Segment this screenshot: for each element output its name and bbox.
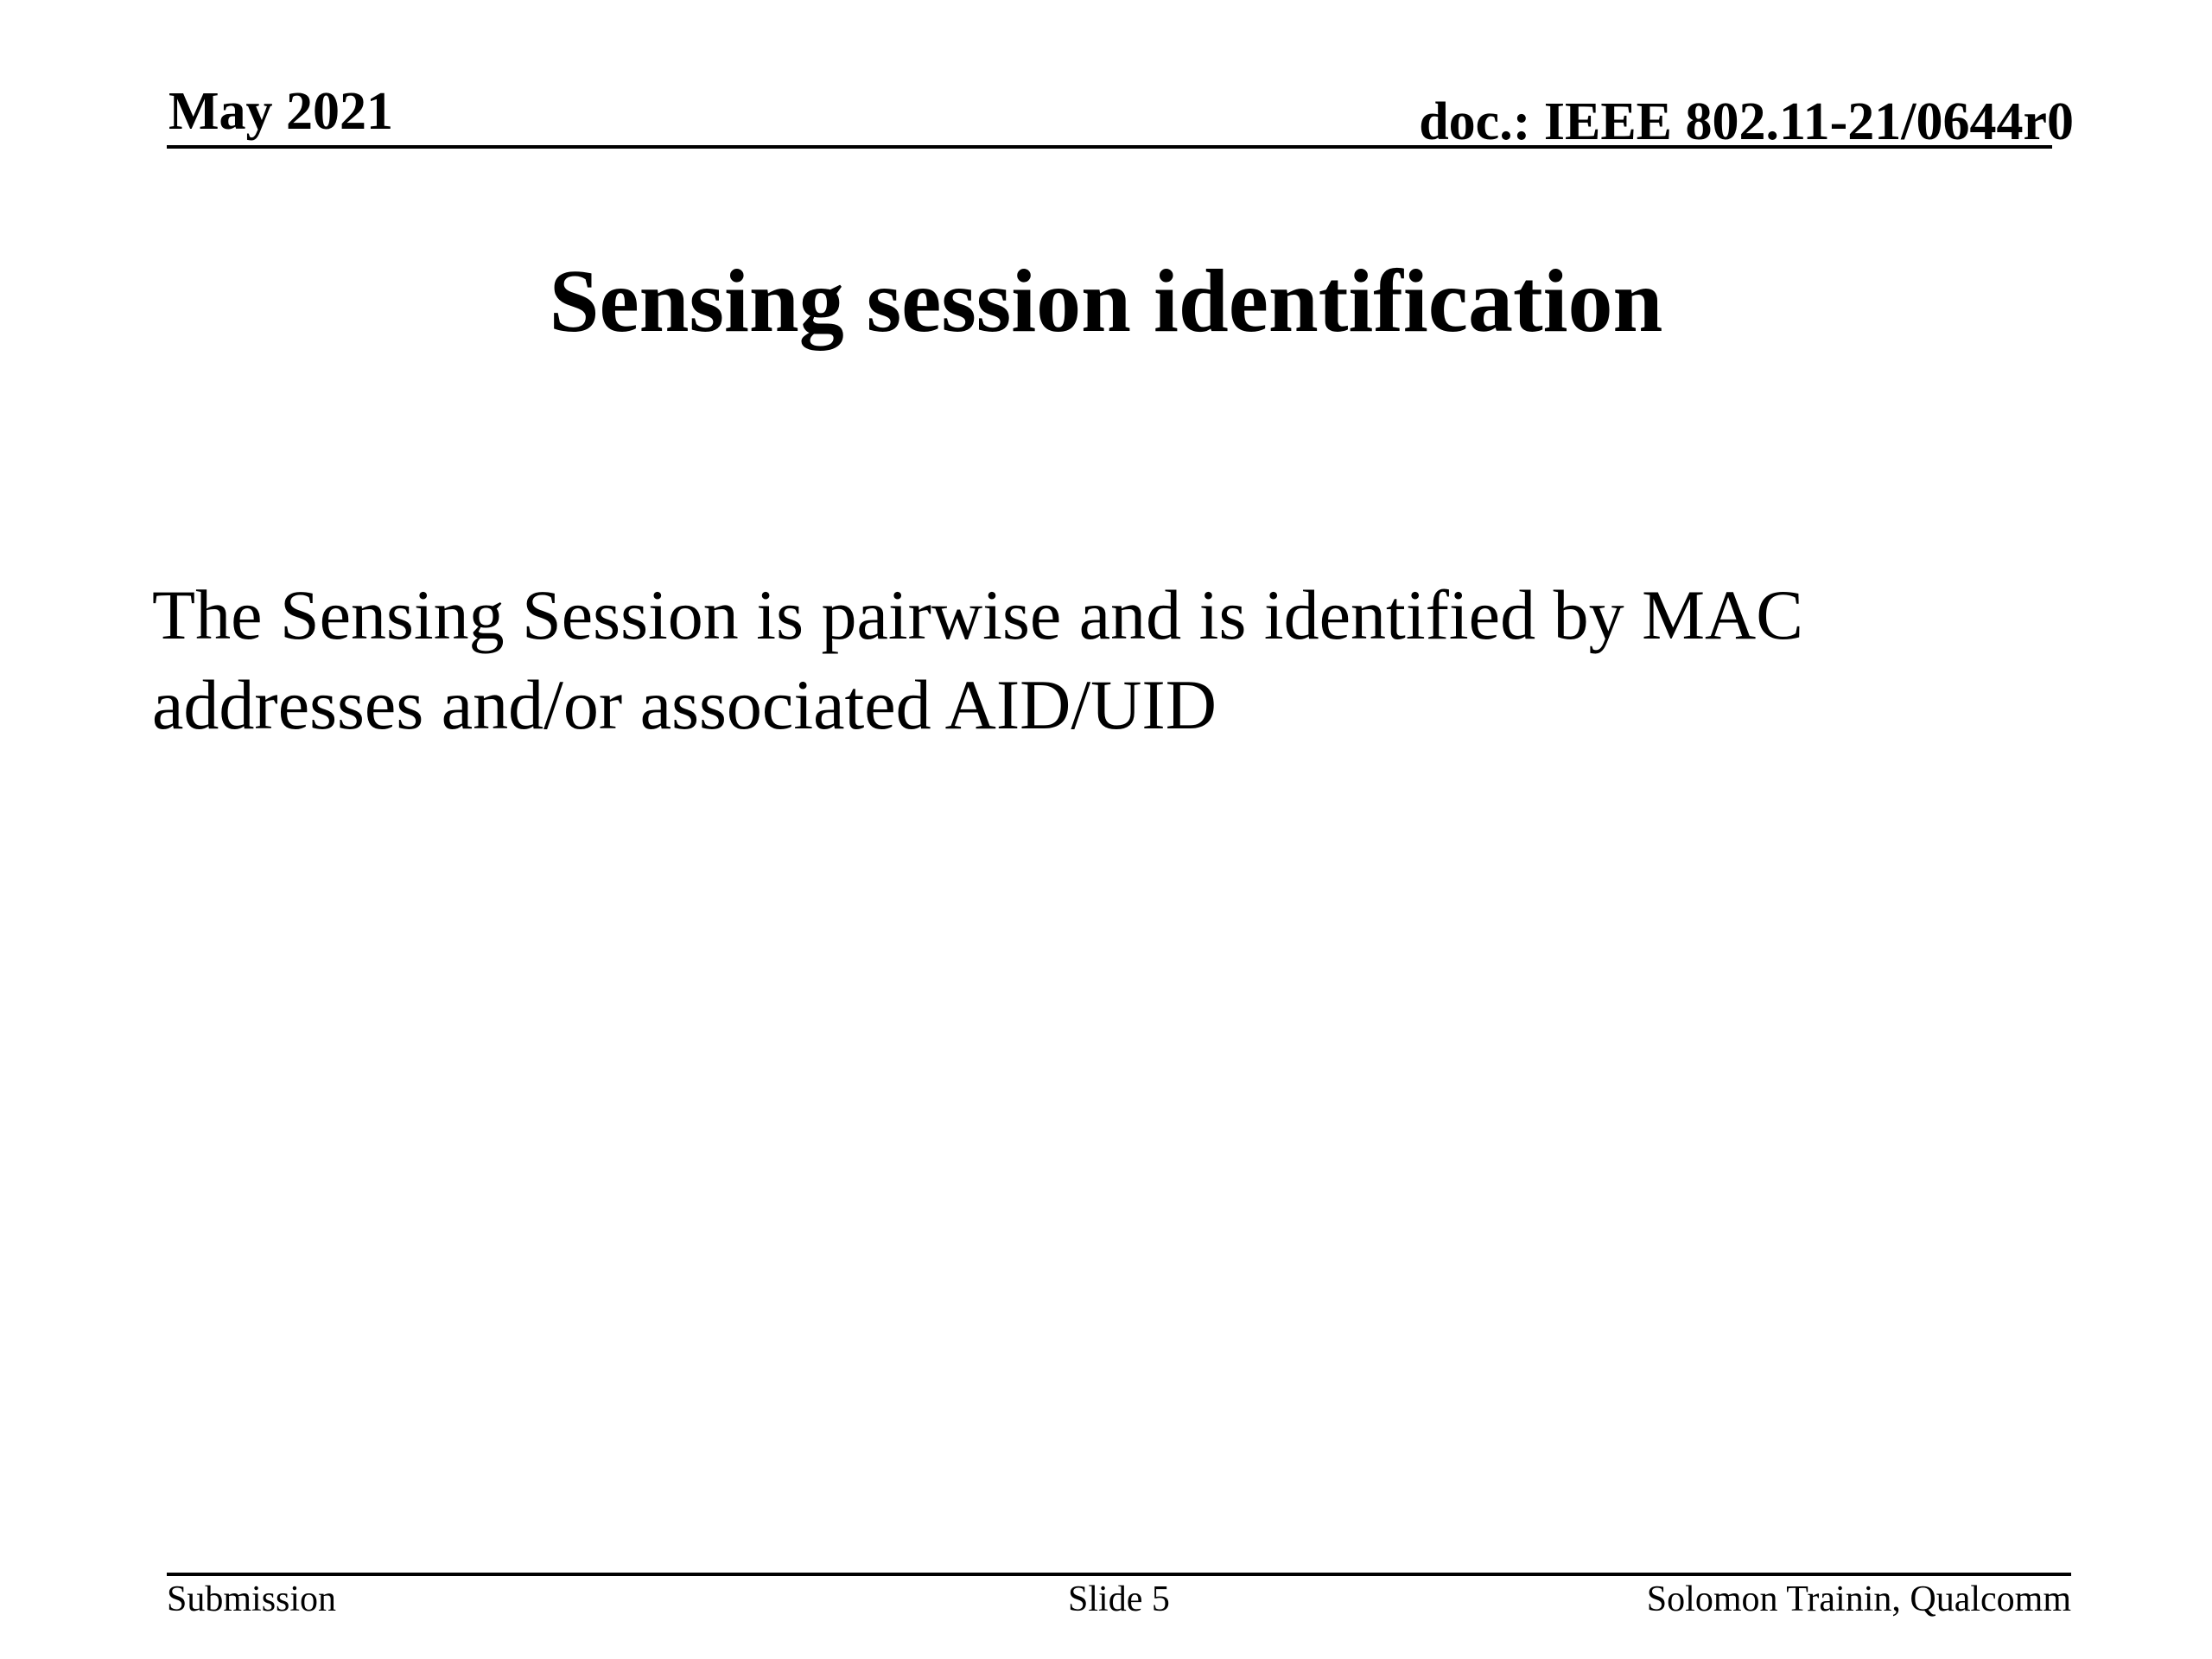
- footer-divider: [167, 1573, 2071, 1576]
- footer-slide-number: Slide 5: [1068, 1580, 1170, 1619]
- header-divider: [167, 145, 2052, 149]
- footer-author: Solomon Trainin, Qualcomm: [1646, 1580, 2071, 1619]
- slide-title: Sensing session identification: [549, 251, 1663, 351]
- footer-submission: Submission: [167, 1580, 337, 1619]
- slide-body-text: The Sensing Session is pairwise and is identified by MAC addresses and/or associated AID/UID: [152, 575, 1803, 744]
- header-doc-id: doc.: IEEE 802.11-21/0644r0: [1419, 92, 2074, 151]
- header-date: May 2021: [168, 82, 394, 141]
